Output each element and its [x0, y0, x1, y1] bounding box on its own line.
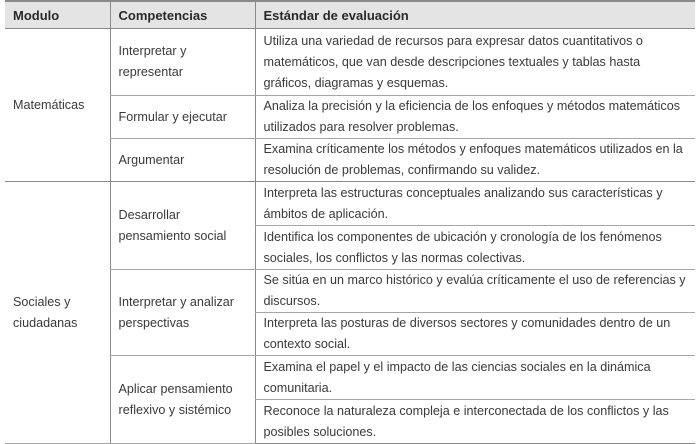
standard-cell: Analiza la precisión y la eficiencia de los enfoques y métodos matemáticos utilizados para resolver problemas. — [255, 96, 695, 139]
standard-cell: Se sitúa en un marco histórico y evalúa críticamente el uso de referencias y discursos. — [255, 270, 695, 313]
header-competencias: Competencias — [110, 1, 255, 29]
standard-cell: Examina el papel y el impacto de las ciencias sociales en la dinámica comunitaria. — [255, 356, 695, 400]
standard-cell: Reconoce la naturaleza compleja e interconectada de los conflictos y las posibles soluciones. — [255, 400, 695, 444]
standard-cell: Interpreta las posturas de diversos sectores y comunidades dentro de un contexto social. — [255, 313, 695, 356]
standard-cell: Identifica los componentes de ubicación y cronología de los fenómenos sociales, los conflictos y las normas colectivas. — [255, 226, 695, 270]
competency-cell: Formular y ejecutar — [110, 96, 255, 139]
competency-cell: Interpretar y representar — [110, 29, 255, 96]
standard-cell: Utiliza una variedad de recursos para expresar datos cuantitativos o matemáticos, que van desde descripciones textuales y tablas hasta gráficos, diagramas y esquemas. — [255, 29, 695, 96]
header-modulo: Modulo — [5, 1, 110, 29]
table-row — [5, 182, 695, 226]
competency-cell: Desarrollar pensamiento social — [110, 182, 255, 270]
header-estandar: Estándar de evaluación — [255, 1, 695, 29]
competency-cell: Aplicar pensamiento reflexivo y sistémico — [110, 356, 255, 444]
competency-cell: Interpretar y analizar perspectivas — [110, 270, 255, 356]
competency-cell: Argumentar — [110, 139, 255, 182]
standard-cell: Interpreta las estructuras conceptuales analizando sus características y ámbitos de aplicación. — [255, 182, 695, 226]
module-cell: Sociales y ciudadanas — [5, 182, 110, 444]
standard-cell: Examina críticamente los métodos y enfoques matemáticos utilizados en la resolución de problemas, confirmando su validez. — [255, 139, 695, 182]
table-row — [5, 29, 695, 96]
evaluation-standards-table — [5, 0, 695, 444]
module-cell: Matemáticas — [5, 29, 110, 182]
header-row — [5, 1, 695, 29]
